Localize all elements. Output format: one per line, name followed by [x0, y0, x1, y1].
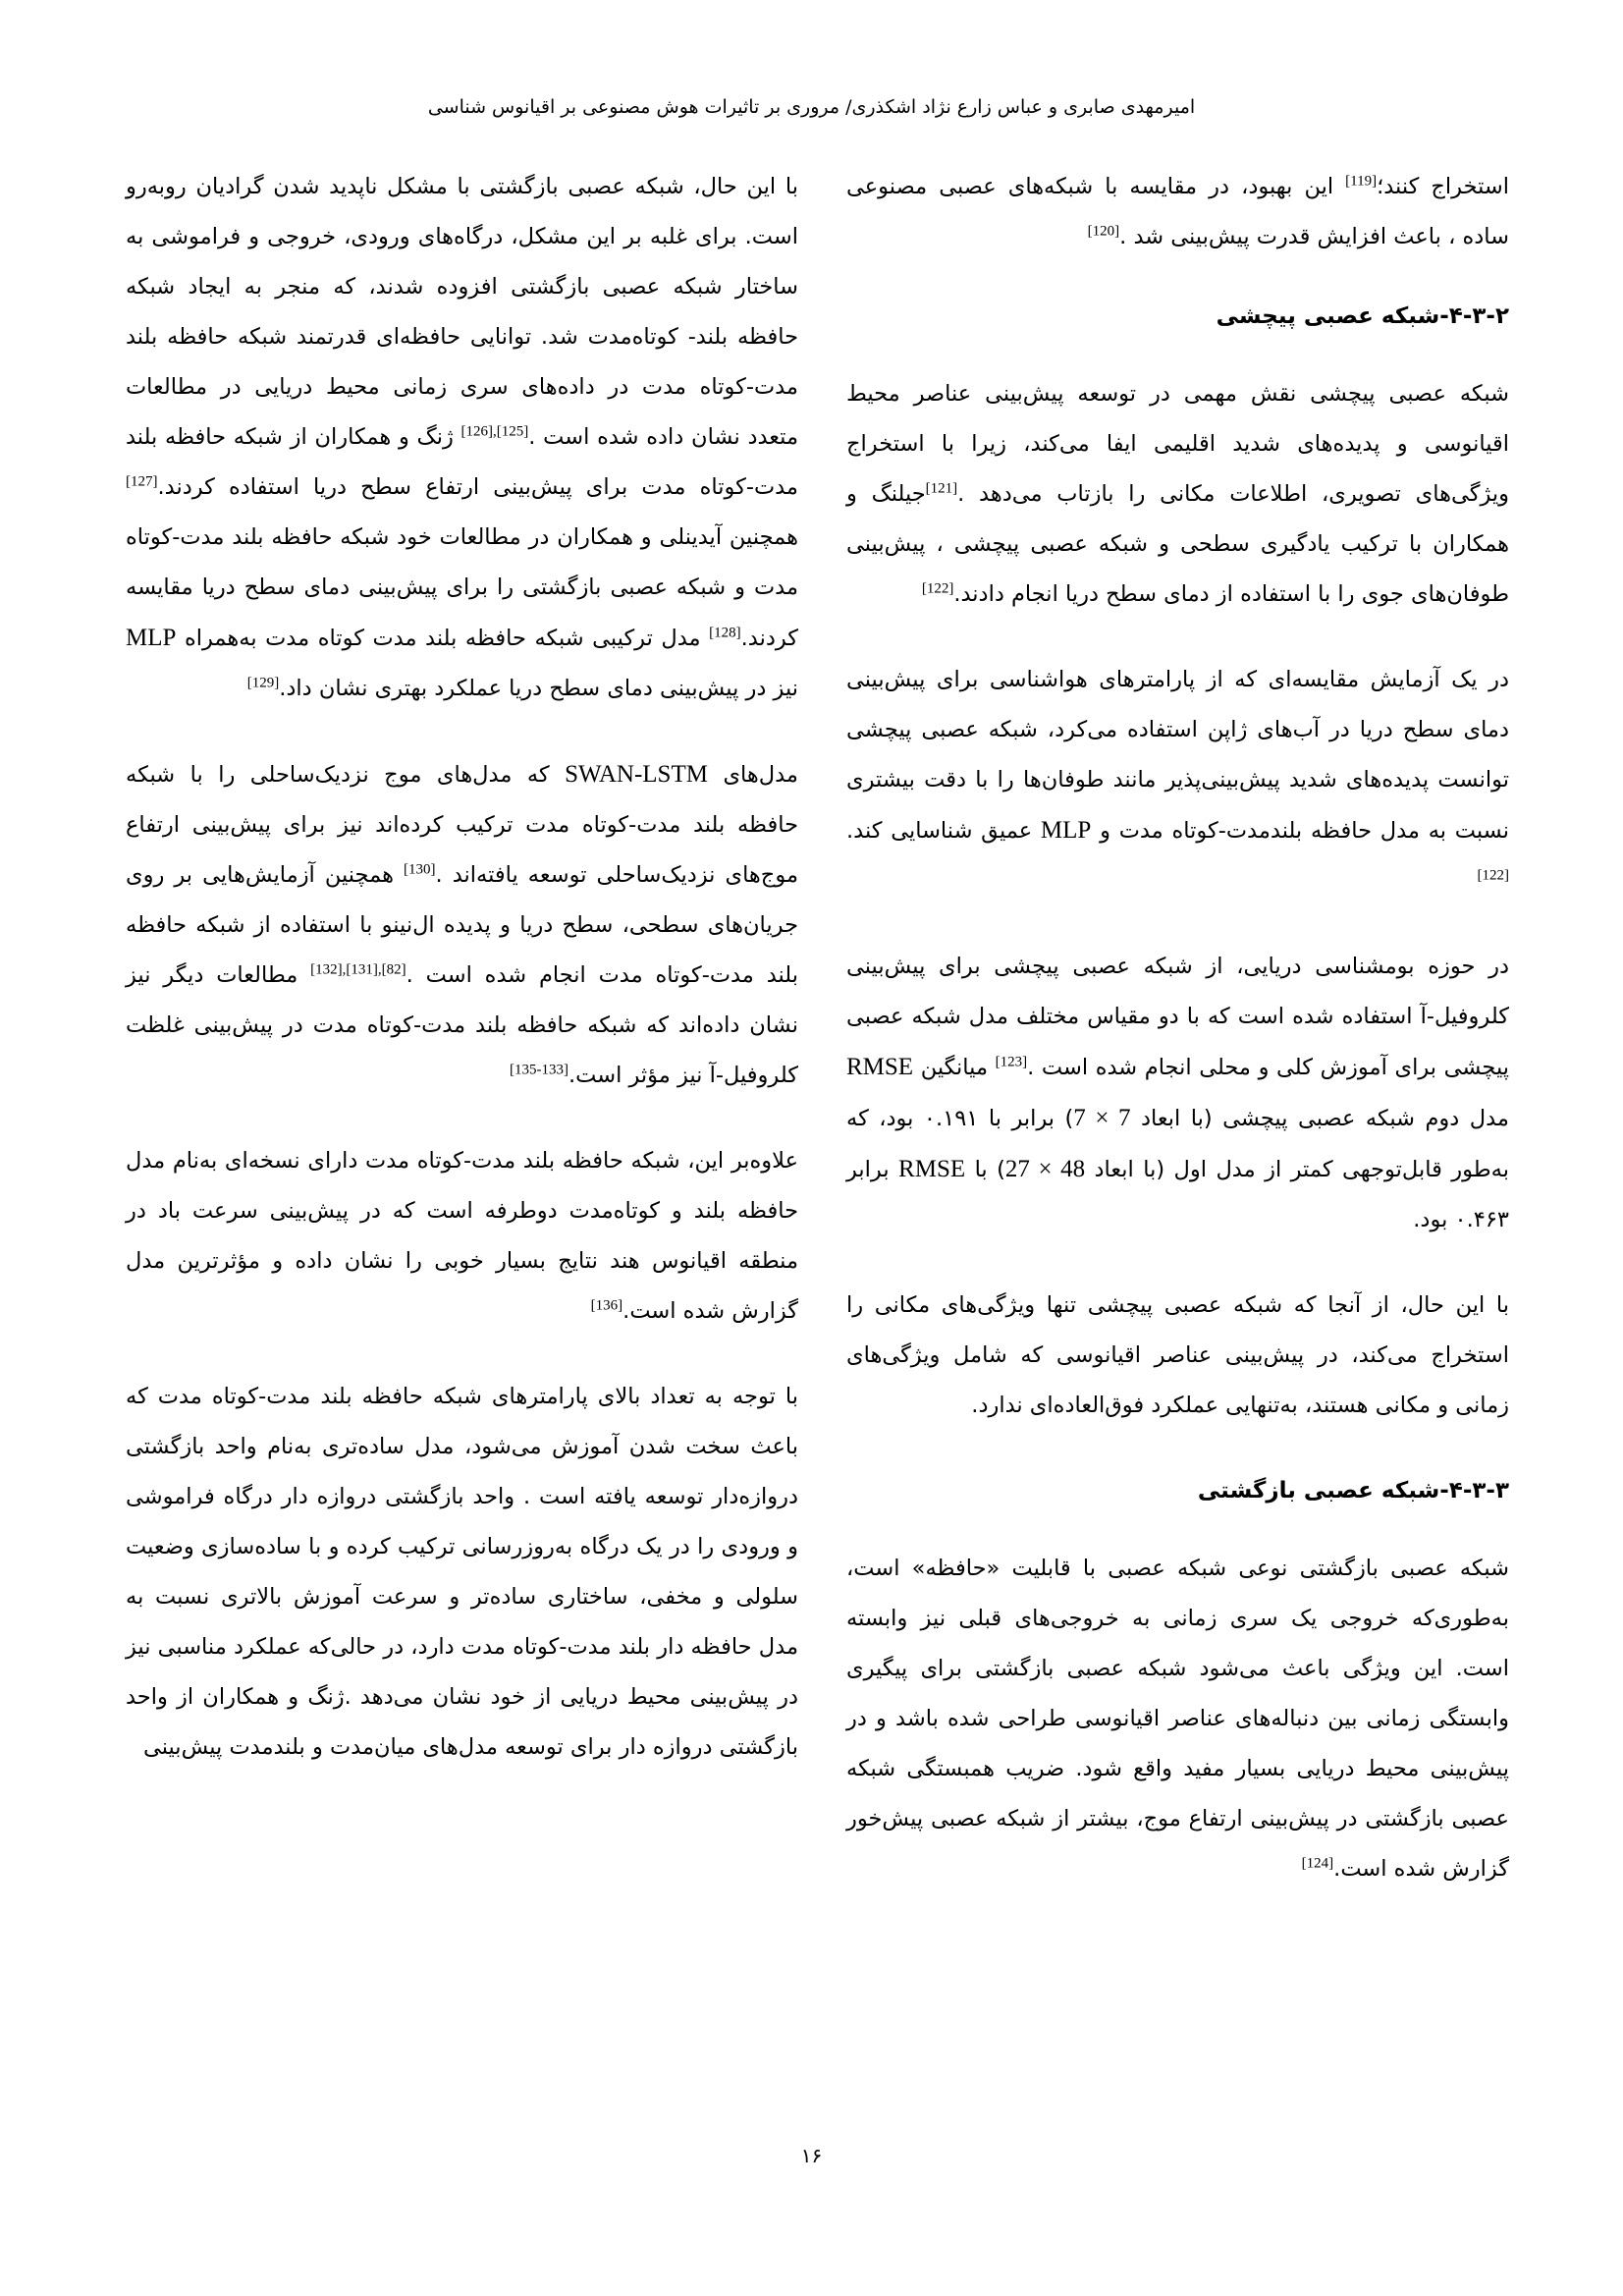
text: همچنین آزمایش‌هایی بر روی جریان‌های سطحی، سطح دریا و پدیده ال‌نینو با استفاده از شبکه حافظه بلند مدت-کوتاه مدت انجام شده است .: [126, 862, 798, 988]
citation: [127]: [126, 473, 158, 490]
latin-term: 7 × 7: [1073, 1105, 1131, 1131]
section-heading-rnn: ۴-۳-۳-شبکه عصبی بازگشتی: [1197, 1478, 1509, 1503]
text: که مدل‌های موج نزدیک‌ساحلی را با شبکه حافظه بلند مدت-کوتاه مدت ترکیب کرده‌اند نیز برای پیش‌بینی ارتفاع موج‌های نزدیک‌ساحلی توسعه یافته‌اند .: [126, 762, 798, 888]
citation: [129]: [246, 675, 280, 691]
text: عمیق شناسایی کند.: [846, 818, 1041, 844]
citation: [119]: [1345, 173, 1378, 190]
text: در حوزه بومشناسی دریایی، از شبکه عصبی پیچشی برای پیش‌بینی کلروفیل-آ استفاده شده است که با دو مقیاس مختلف مدل شبکه عصبی پیچشی برای آموزش کلی و محلی انجام شده است .: [846, 954, 1510, 1080]
citation: [124]: [1301, 1855, 1334, 1872]
text: نیز در پیش‌بینی دمای سطح دریا عملکرد بهتری نشان داد.: [279, 676, 798, 701]
latin-term: SWAN-LSTM: [565, 761, 708, 788]
citation: [120]: [1087, 223, 1120, 240]
paragraph: [846, 942, 1509, 1245]
text: ژنگ و همکاران از شبکه حافظه بلند مدت-کوتاه مدت برای پیش‌بینی ارتفاع سطح دریا استفاده کردند.: [126, 424, 798, 500]
section-heading-cnn: ۴-۳-۲-شبکه عصبی پیچشی: [1216, 303, 1509, 329]
text: در یک آزمایش مقایسه‌ای که از پارامترهای هواشناسی برای پیش‌بینی دمای سطح دریا در آب‌های ژاپن استفاده می‌کرد، شبکه عصبی پیچشی توانست پدیده‌های شدید پیش‌بینی‌پذیر مانند طوفان‌ها را با دقت بیشتری نسبت به مدل حافظه بلندمدت-کوتاه مدت و: [846, 667, 1509, 844]
citation: [130]: [404, 861, 436, 878]
citation: [122]: [921, 580, 954, 597]
paragraph: [846, 655, 1509, 906]
citation: [125],[126]: [460, 423, 529, 440]
citation: [133-135]: [509, 1062, 568, 1078]
text: میانگین: [913, 1055, 996, 1080]
text: برابر ۰.۴۶۳ بود.: [846, 1157, 1509, 1232]
paragraph: [126, 162, 798, 714]
text: جیلنگ و همکاران با ترکیب یادگیری سطحی و شبکه عصبی پیچشی ، پیش‌بینی طوفان‌های جوی را با استفاده از دمای سطح دریا انجام دادند.: [846, 481, 1509, 607]
paragraph: با توجه به تعداد بالای پارامترهای شبکه حافظه بلند مدت-کوتاه مدت که باعث سخت شدن آموزش می‌شود، مدل ساده‌تری به‌نام واحد بازگشتی دروازه‌دار توسعه یافته است . واحد بازگشتی دروازه دار درگاه فراموشی و ورودی را در یک درگاه به‌روزرسانی ترکیب کرده و با ساده‌سازی وضعیت سلولی و مخفی، ساختاری ساده‌تر و سرعت آموزش بالاتری نسبت به مدل حافظه دار بلند مدت-کوتاه مدت دارد، در حالی‌که عملکرد مناسبی نیز در پیش‌بینی محیط دریایی از خود نشان می‌دهد .ژنگ و همکاران از واحد بازگشتی دروازه دار برای توسعه مدل‌های میان‌مدت و بلندمدت پیش‌بینی: [126, 1384, 798, 1760]
text: با این حال، شبکه عصبی بازگشتی با مشکل ناپدید شدن گرادیان روبه‌رو است. برای غلبه بر این مشکل، درگاه‌های ورودی، خروجی و فراموشی به ساختار شبکه عصبی بازگشتی افزوده شدند، که منجر به ایجاد شبکه حافظه بلند- کوتاه‌مدت شد. توانایی حافظه‌ای قدرتمند شبکه حافظه بلند مدت-کوتاه مدت در داده‌های سری زمانی محیط دریایی در مطالعات متعدد نشان داده شده است .: [126, 174, 798, 450]
paragraph: [846, 162, 1509, 262]
citation: [128]: [709, 625, 741, 641]
latin-term: MLP: [1040, 817, 1092, 844]
left-column: [126, 162, 798, 1808]
text: همچنین آیدینلی و همکاران در مطالعات خود شبکه حافظه بلند مدت-کوتاه مدت و شبکه عصبی بازگشتی را برای پیش‌بینی دمای سطح دریا مقایسه کردند.: [126, 524, 798, 651]
text: مطالعات دیگر نیز نشان داده‌اند که شبکه حافظه بلند مدت-کوتاه مدت در پیش‌بینی غلظت کلروفیل-آ نیز مؤثر است.: [126, 962, 798, 1088]
citation: [123]: [995, 1054, 1028, 1070]
latin-term: 27 × 48: [1004, 1156, 1086, 1182]
paragraph: با این حال، از آنجا که شبکه عصبی پیچشی تنها ویژگی‌های مکانی را استخراج می‌کند، در پیش‌بینی عناصر اقیانوسی که شامل ویژگی‌های زمانی و مکانی هستند، به‌تنهایی عملکرد فوق‌العاده‌ای ندارد.: [846, 1292, 1509, 1418]
text: علاوه‌بر این، شبکه حافظه بلند مدت-کوتاه مدت دارای نسخه‌ای به‌نام مدل حافظه بلند و کوتاه‌مدت دوطرفه است که در پیش‌بینی سرعت باد در منطقه اقیانوس هند نتایج بسیار خوبی را نشان داده و مؤثرترین مدل گزارش شده است.: [126, 1148, 798, 1324]
citation: [82],[131],[132]: [310, 961, 406, 978]
text: شبکه عصبی بازگشتی نوعی شبکه عصبی با قابلیت «حافظه» است، به‌طوری‌که خروجی یک سری زمانی به خروجی‌های قبلی نیز وابسته است. این ویژگی باعث می‌شود شبکه عصبی بازگشتی برای پیگیری وابستگی زمانی بین دنباله‌های عناصر اقیانوسی طراحی شده باشد و در پیش‌بینی محیط دریایی بسیار مفید واقع شود. ضریب همبستگی شبکه عصبی بازگشتی در پیش‌بینی ارتفاع موج، بیشتر از شبکه عصبی پیش‌خور گزارش شده است.: [846, 1556, 1509, 1882]
text: مدل دوم شبکه عصبی پیچشی (با ابعاد: [1130, 1106, 1509, 1131]
page-number: ۱۶: [800, 2144, 823, 2167]
latin-term: RMSE: [846, 1054, 914, 1080]
paragraph: [846, 1544, 1509, 1894]
latin-term: RMSE: [898, 1156, 966, 1182]
text: شبکه عصبی پیچشی نقش مهمی در توسعه پیش‌بینی عناصر محیط اقیانوسی و پدیده‌های شدید اقلیمی ایفا می‌کند، زیرا با استخراج ویژگی‌های تصویری، اطلاعات مکانی را بازتاب می‌دهد .: [846, 381, 1509, 507]
paragraph: [126, 749, 798, 1101]
text: مدل‌های: [707, 762, 798, 788]
text: ) برابر با ۰.۱۹۱ بود، که به‌طور قابل‌توجهی کمتر از مدل اول (با ابعاد: [846, 1106, 1509, 1182]
paragraph: [126, 1136, 798, 1337]
paragraph: [846, 369, 1509, 620]
text: این بهبود، در مقایسه با شبکه‌های عصبی مصنوعی ساده ، باعث افزایش قدرت پیش‌بینی شد .: [846, 174, 1509, 249]
running-header: امیرمهدی صابری و عباس زارع نژاد اشکذری/ مروری بر تاثیرات هوش مصنوعی بر اقیانوس شناسی: [427, 96, 1196, 118]
text: مدل ترکیبی شبکه حافظه بلند مدت کوتاه مدت به‌همراه: [176, 626, 710, 651]
citation: [136]: [590, 1297, 623, 1314]
citation: [122]: [1477, 867, 1509, 884]
right-column: [846, 162, 1509, 1930]
citation: [121]: [925, 480, 958, 497]
text: استخراج کنند؛: [1377, 174, 1510, 199]
text: ) با: [965, 1157, 1005, 1182]
latin-term: MLP: [126, 625, 177, 651]
